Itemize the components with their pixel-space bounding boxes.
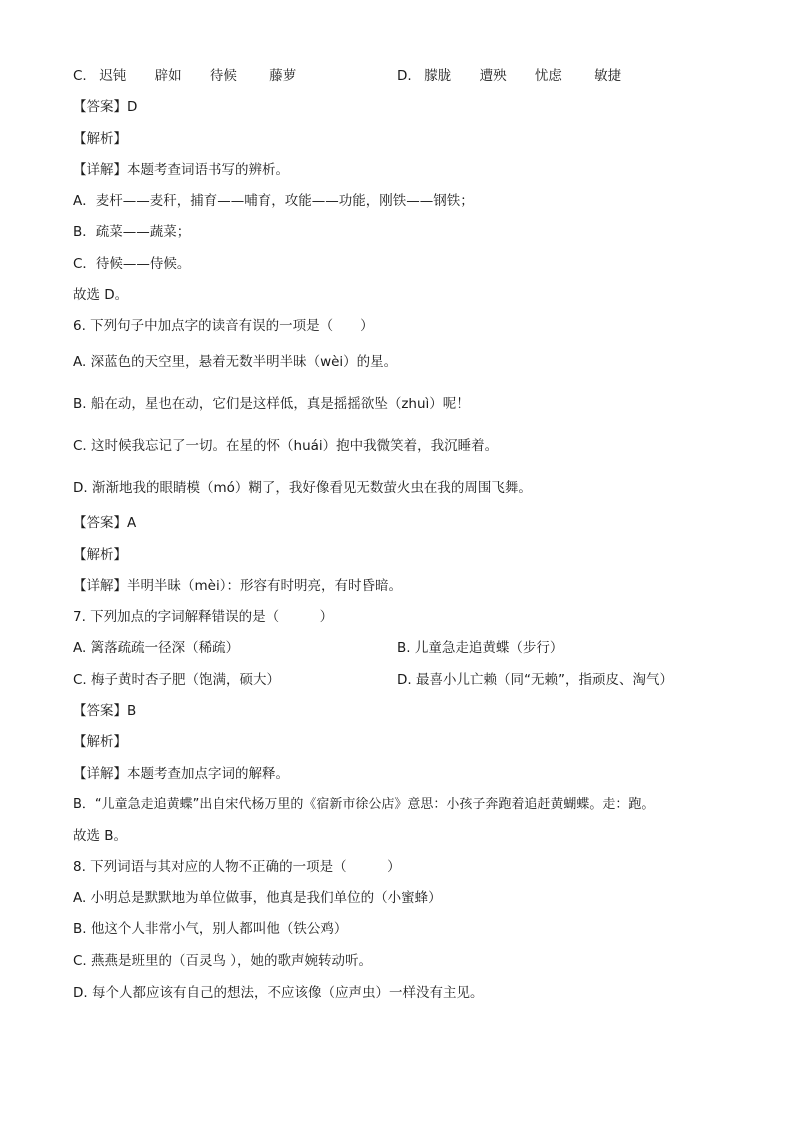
q5-answer: 【答案】D xyxy=(73,99,138,115)
q7-detail: 【详解】本题考查加点字词的解释。 xyxy=(73,766,289,782)
q6-analysis-heading: 【解析】 xyxy=(73,547,127,563)
q6-answer: 【答案】A xyxy=(73,515,137,531)
q7-option-b: B. 儿童急走追黄蝶（步行） xyxy=(397,640,564,656)
q6-stem: 6. 下列句子中加点字的读音有误的一项是（ ） xyxy=(73,318,374,334)
option-word: 朦胧 xyxy=(424,68,452,84)
q5-detail-b: B．疏菜——蔬菜； xyxy=(73,224,191,240)
q6-detail: 【详解】半明半昧（mèi）：形容有时明亮，有时昏暗。 xyxy=(73,578,402,594)
q5-detail-c: C．待候——侍候。 xyxy=(73,256,191,272)
option-word: 藤萝 xyxy=(269,68,297,84)
q6-option-c: C. 这时候我忘记了一切。在星的怀（huái）抱中我微笑着，我沉睡着。 xyxy=(73,438,499,454)
option-word: 遭殃 xyxy=(479,68,507,84)
q7-analysis-heading: 【解析】 xyxy=(73,734,127,750)
q5-conclusion: 故选 D。 xyxy=(73,287,129,303)
option-word: 忧虑 xyxy=(534,68,562,84)
q8-option-c: C. 燕燕是班里的（百灵鸟 ），她的歌声婉转动听。 xyxy=(73,953,373,969)
q5-option-d xyxy=(397,67,621,85)
option-label: C. xyxy=(73,68,87,84)
q5-detail: 【详解】本题考查词语书写的辨析。 xyxy=(73,162,289,178)
q8-option-a: A. 小明总是默默地为单位做事，他真是我们单位的（小蜜蜂） xyxy=(73,890,442,906)
q7-detail-b: B．“儿童急走追黄蝶”出自宋代杨万里的《宿新市徐公店》意思：小孩子奔跑着追赶黄蝴蝶。走：跑。 xyxy=(73,797,655,812)
option-word: 辟如 xyxy=(154,68,182,84)
q7-option-c: C. 梅子黄时杏子肥（饱满，硕大） xyxy=(73,672,281,688)
q5-analysis-heading: 【解析】 xyxy=(73,131,127,147)
q7-option-a: A. 篱落疏疏一径深（稀疏） xyxy=(73,640,240,656)
q7-answer: 【答案】B xyxy=(73,703,137,719)
q6-option-b: B. 船在动，星也在动，它们是这样低，真是摇摇欲坠（zhuì）呢！ xyxy=(73,396,470,412)
q8-option-b: B. 他这个人非常小气，别人都叫他（铁公鸡） xyxy=(73,921,348,937)
option-label: D. xyxy=(397,68,412,84)
q6-option-d: D. 渐渐地我的眼睛模（mó）糊了，我好像看见无数萤火虫在我的周围飞舞。 xyxy=(73,480,532,496)
q8-stem: 8. 下列词语与其对应的人物不正确的一项是（ ） xyxy=(73,859,401,875)
option-word: 迟钝 xyxy=(99,68,127,84)
q5-detail-a: A．麦杆——麦秆，捕育——哺育，攻能——功能，刚铁——钢铁； xyxy=(73,193,474,209)
option-word: 敏捷 xyxy=(594,68,622,84)
q8-option-d: D. 每个人都应该有自己的想法，不应该像（应声虫）一样没有主见。 xyxy=(73,985,484,1001)
q6-option-a: A. 深蓝色的天空里，悬着无数半明半昧（wèi）的星。 xyxy=(73,354,398,370)
option-word: 待候 xyxy=(209,68,237,84)
q7-conclusion: 故选 B。 xyxy=(73,828,128,844)
q5-option-c xyxy=(73,67,296,85)
q7-stem: 7. 下列加点的字词解释错误的是（ ） xyxy=(73,609,334,625)
q7-option-d: D. 最喜小儿亡赖（同“无赖”，指顽皮、淘气） xyxy=(397,672,673,688)
